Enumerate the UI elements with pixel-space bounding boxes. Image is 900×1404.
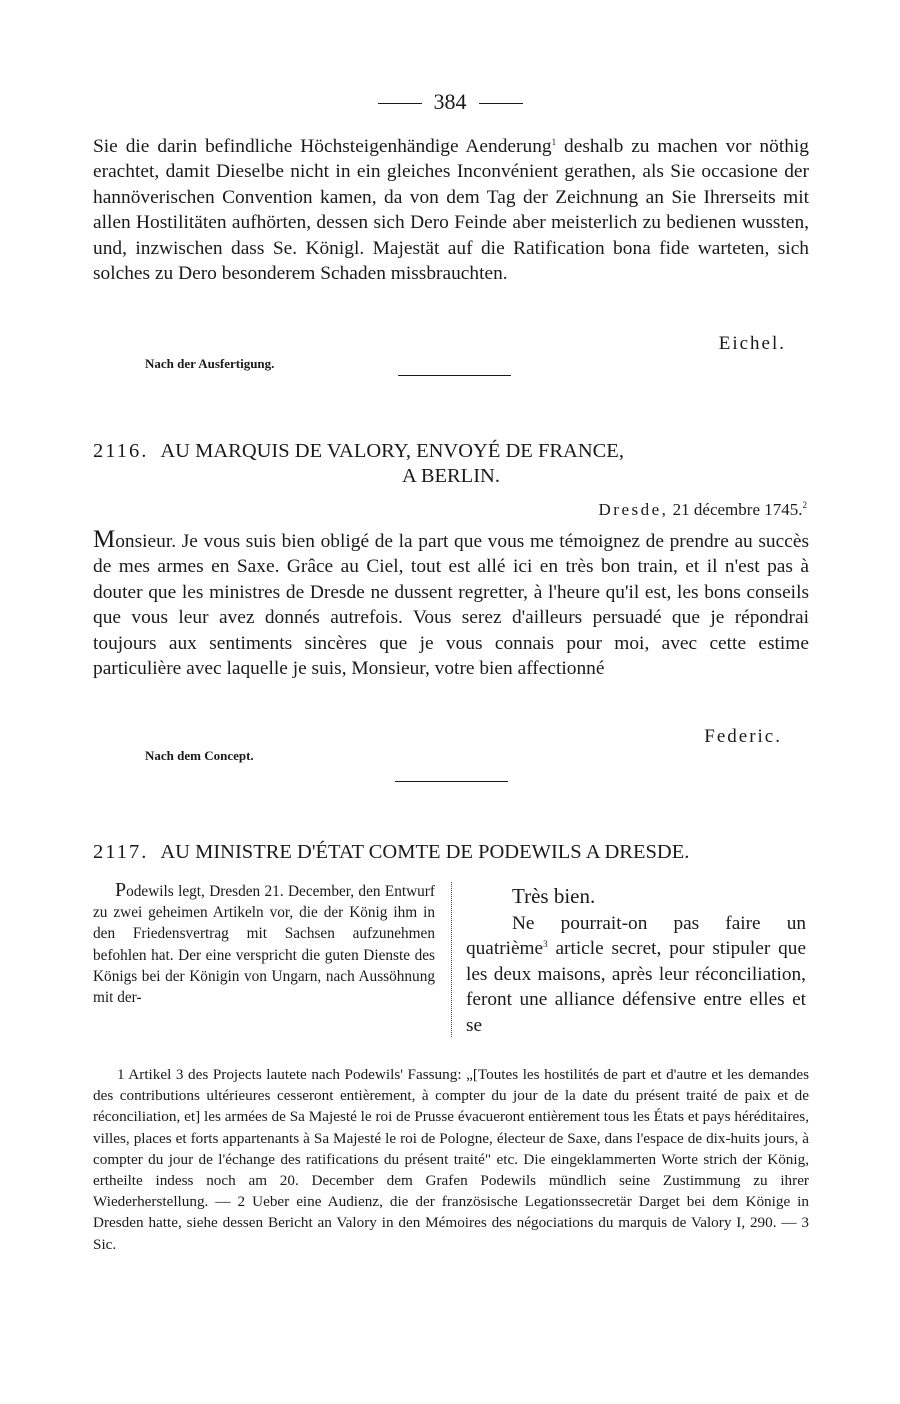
letter-2116-body-text: onsieur. Je vous suis bien obligé de la part que vous me témoignez de prendre au succès de mes armes en Saxe. Grâce au Ciel, tout est allé ici en très bon train, et il n'est pas à douter que les ministres de Dresde ne dussent regretter, à l'heure qu'il est, les bons conseils que vous leur avez donnés autrefois. Vous serez d'ailleurs persuadé que je répondrai toujours aux sentiments sincères que je vous connais pour moi, avec cette estime particulière avec laquelle je suis, Monsieur, votre bien affectionné [93, 531, 809, 680]
letter-2117-reply [466, 884, 806, 1039]
letter-2117-heading [93, 840, 809, 865]
letter-2117-summary [93, 880, 435, 1008]
letter-2116-heading-line1: AU MARQUIS DE VALORY, ENVOYÉ DE FRANCE, [160, 440, 624, 462]
letter-2116-body-block [93, 527, 809, 681]
letter-2117-right-text-b: article secret, pour stipuler que les deux maisons, après leur réconciliation, feront une alliance défensive entre elles et se [466, 938, 806, 1036]
page-number-dash-right [479, 103, 523, 104]
letter-2116-heading [93, 439, 809, 489]
letter-2117-right-first: Très bien. [512, 884, 596, 908]
letter-2116-source-note: Nach dem Concept. [145, 748, 254, 763]
section-divider-2 [395, 781, 508, 782]
column-divider [451, 882, 452, 1037]
letter-2116-date-place: Dresde, [598, 500, 669, 519]
page-number-text: 384 [433, 89, 467, 114]
letter-2117-heading-text: AU MINISTRE D'ÉTAT COMTE DE PODEWILS A DRESDE. [160, 841, 690, 863]
page-number [0, 88, 900, 116]
intro-source-note: Nach der Ausfertigung. [145, 356, 275, 371]
letter-2116-body [93, 527, 809, 681]
letter-2116-date [599, 499, 807, 521]
letter-2116-dropcap: M [93, 526, 116, 553]
page-number-dash-left [378, 103, 422, 104]
intro-paragraph-start: Sie die darin befindliche Höchsteigenhändige Aenderung [93, 136, 552, 157]
intro-paragraph [93, 134, 809, 286]
letter-2116-heading-line2: A BERLIN. [402, 465, 500, 487]
footnote-ref-1: 1 [551, 137, 557, 147]
footnotes-text: 1 Artikel 3 des Projects lautete nach Podewils' Fassung: „[Toutes les hostilités de part et d'autre et les demandes des contributions ultérieures cesseront entièrement, à compter du jour de la date du présent traité de paix et de réconciliation, et] les armées de Sa Majesté le roi de Prusse évacueront entièrement tous les États et pays héréditaires, villes, places et forts appartenants à Sa Majesté le roi de Pologne, électeur de Saxe, dans l'espace de dix-huits jours, à compter du jour de l'échange des ratifications du présent traité" etc. Die eingeklammerten Worte strich der König, ertheilte indess noch am 20. December dem Grafen Podewils mündlich seine Zustimmung zu ihrer Wiederherstellung. — 2 Ueber eine Audienz, die der französische Legationssecretär Darget bei dem Könige in Dresden hatte, siehe dessen Bericht an Valory in den Mémoires des négociations du marquis de Valory I, 290. — 3 Sic. [93, 1066, 809, 1253]
footnote-ref-2: 2 [802, 500, 807, 510]
letter-2116-number: 2116. [93, 440, 149, 462]
letter-2117-number: 2117. [93, 841, 149, 863]
intro-signature: Eichel. [718, 333, 786, 354]
letter-2117-right-text-a: Ne pourrait-on pas faire un quatrième [466, 912, 806, 960]
intro-paragraph-block [93, 134, 809, 286]
footnote-ref-3: 3 [543, 939, 548, 950]
intro-paragraph-rest: deshalb zu machen vor nöthig erachtet, damit Dieselbe nicht in ein gleiches Inconvénient gerathen, als Sie occasione der hannöverischen Convention kamen, da von dem Tag der Zeichnung an Sie Ihrerseits mit allen Hostilitäten aufhörten, dessen sich Dero Feinde aber meisterlich zu bedienen wussten, und, inzwischen dass Se. Königl. Majestät auf die Ratification bona fide warteten, sich solches zu Dero besonderem Schaden missbrauchten. [93, 136, 809, 285]
letter-2116-signature: Federic. [704, 726, 782, 747]
letter-2116-date-text: 21 décembre 1745. [672, 500, 803, 519]
letter-2117-left-dropcap: P [115, 879, 127, 901]
footnotes [93, 1064, 809, 1255]
letter-2117-left-text: odewils legt, Dresden 21. December, den Entwurf zu zwei geheimen Artikeln vor, die der König ihm in den Friedensvertrag mit Sachsen aufzunehmen befohlen hat. Der eine verspricht die guten Dienste des Königs bei der Königin von Ungarn, nach Aussöhnung mit der- [93, 883, 435, 1007]
section-divider [398, 375, 511, 376]
